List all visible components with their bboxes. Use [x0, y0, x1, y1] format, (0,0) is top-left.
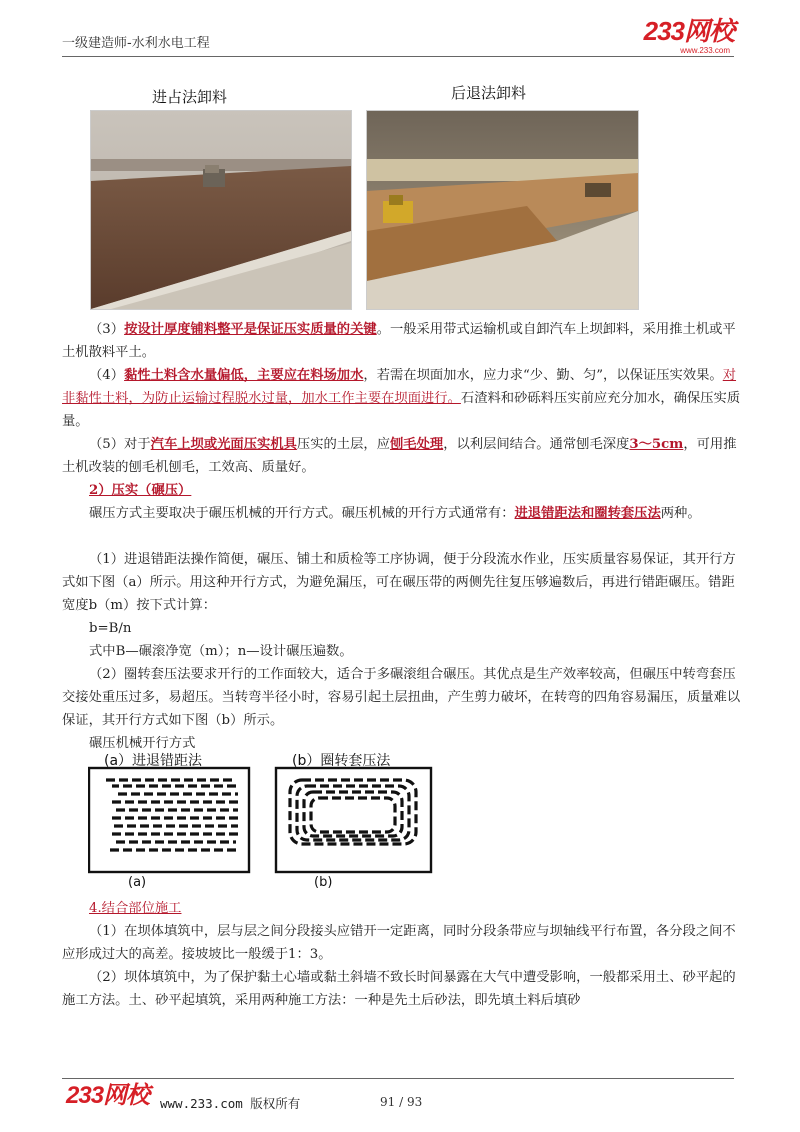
para6-rest: 两种。	[660, 506, 701, 521]
footer-divider	[62, 1078, 734, 1079]
diagram-a-paths	[106, 780, 238, 850]
para6-key-text: 进退错距法和圈转套压法	[514, 506, 661, 521]
photo-advance-dumping	[90, 110, 352, 310]
brand-logo: 233网校	[643, 16, 734, 46]
header-divider	[62, 56, 734, 57]
header-title: 一级建造师-水利水电工程	[62, 36, 210, 51]
figure-a-label: (a)	[128, 875, 147, 890]
figure-a-title: (a）进退错距法	[104, 753, 203, 769]
para5-key-text-2: 刨毛处理	[390, 437, 444, 452]
footer-logo: 233网校	[66, 1082, 150, 1109]
heading-compaction-text: 2）压实（碾压）	[89, 483, 192, 498]
para4-key-text-1: 黏性土料含水量偏低，主要应在料场加水	[124, 368, 364, 383]
photo-retreat-dumping	[366, 110, 639, 310]
para5-rest: ，可用推土机改装的刨毛机刨毛，工效高、质量好。	[62, 437, 737, 475]
para3-key-text: 按设计厚度铺料整平是保证压实质量的关键	[124, 322, 377, 337]
para3-rest: 。一般采用带式运输机或自卸汽车上坝卸料，采用推土机或平土机散料平土。	[62, 322, 736, 360]
para6-text: 碾压方式主要取决于碾压机械的开行方式。碾压机械的开行方式通常有：	[89, 506, 515, 521]
paragraph-scarifying	[62, 433, 742, 479]
figure-b-label: (b)	[314, 875, 333, 890]
para4-mid: ，若需在坝面加水，应力求“少、勤、匀”，以保证压实效果。	[363, 368, 723, 383]
page-number: 91 / 93	[380, 1095, 423, 1109]
paragraph-rolling-methods	[62, 502, 742, 525]
para5-prefix: （5）对于	[89, 437, 151, 452]
brand-logo-url: www.233.com	[680, 46, 730, 55]
figure-b-title: (b）圈转套压法	[292, 753, 391, 769]
footer-copyright: www.233.com 版权所有	[160, 1096, 301, 1111]
para3-prefix: （3）	[89, 322, 125, 337]
para5-mid-2: ，以利层间结合。通常刨毛深度	[443, 437, 630, 452]
paragraph-moisture	[62, 364, 742, 433]
heading-junction	[89, 897, 181, 920]
paragraph-staggered-method: （1）进退错距法操作简便，碾压、铺土和质检等工序协调，便于分段流水作业，压实质量容易保证，其开行方式如下图（a）所示。用这种开行方式，为避免漏压，可在碾压带的两侧先往复压够遍数后，再进行错距碾压。错距宽度b（m）按下式计算：	[62, 552, 736, 613]
para4-key-text-2: 对非黏性土料，为防止运输过程脱水过量，加水工作主要在坝面进行。	[62, 368, 737, 406]
para5-mid-1: 压实的土层，应	[296, 437, 390, 452]
para5-key-text-3: 3～5cm	[629, 437, 684, 452]
paragraph-spreading	[62, 318, 742, 364]
diagram-a-frame	[89, 768, 249, 872]
para4-prefix: （4）	[89, 368, 125, 383]
rolling-diagram	[88, 766, 438, 876]
paragraph-soil-sand: （2）坝体填筑中，为了保护黏土心墙或黏土斜墙不致长时间暴露在大气中遭受影响，一般都采用土、砂平起的施工方法。土、砂平起填筑，采用两种施工方法：一种是先土后砂法，即先填土料后填砂	[62, 970, 736, 1008]
photo-label-retreat: 后退法卸料	[451, 84, 527, 102]
para5-key-text-1: 汽车上坝或光面压实机具	[150, 437, 297, 452]
formula-note: 式中B—碾滚净宽（m）；n—设计碾压遍数。	[89, 644, 353, 659]
photo-label-advance: 进占法卸料	[152, 88, 228, 106]
paragraph-circle-method: （2）圈转套压法要求开行的工作面较大，适合于多碾滚组合碾压。其优点是生产效率较高，但碾压中转弯套压交接处重压过多，易超压。当转弯半径小时，容易引起土层扭曲，产生剪力破坏，在转弯的四角容易漏压，质量难以保证，其开行方式如下图（b）所示。	[62, 667, 741, 728]
formula: b=B/n	[89, 621, 132, 636]
diagram-b-paths	[290, 780, 416, 844]
heading-junction-text: 4.结合部位施工	[89, 901, 182, 916]
heading-compaction	[89, 479, 191, 502]
figure-caption: 碾压机械开行方式	[89, 736, 196, 751]
para4-rest: 石渣料和砂砾料压实前应充分加水，确保压实质量。	[62, 391, 741, 429]
paragraph-layer-joints: （1）在坝体填筑中，层与层之间分段接头应错开一定距离，同时分段条带应与坝轴线平行布置，各分段之间不应形成过大的高差。接坡坡比一般缓于1：3。	[62, 924, 736, 962]
